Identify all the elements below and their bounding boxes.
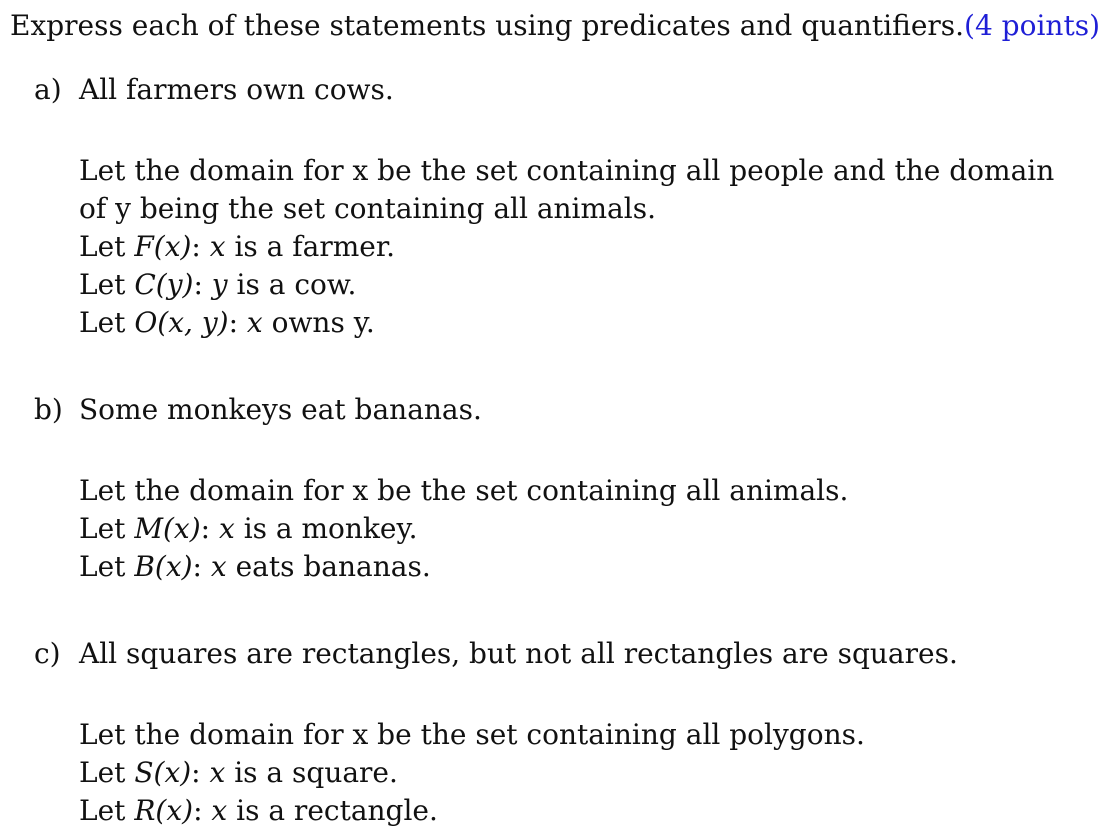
predicate-var: x [218, 512, 235, 545]
predicate-var: x [246, 306, 263, 339]
predicate-colon: : [193, 794, 203, 827]
predicate-desc: is a farmer. [234, 230, 396, 263]
predicate-desc: is a monkey. [243, 512, 418, 545]
predicate-symbol: M [134, 512, 163, 545]
part-b-label: b) [34, 393, 63, 426]
part-a-predicate-f [79, 229, 395, 265]
predicate-args: (x) [163, 512, 201, 545]
predicate-args: (y) [155, 268, 194, 301]
problem-prompt [10, 8, 1100, 44]
predicate-args: (x) [154, 550, 193, 583]
points-badge: (4 points) [964, 9, 1100, 42]
let-keyword: Let [79, 756, 126, 789]
predicate-colon: : [192, 550, 202, 583]
predicate-symbol: B [134, 550, 155, 583]
predicate-symbol: O [134, 306, 158, 339]
predicate-symbol: S [134, 756, 154, 789]
predicate-colon: : [193, 268, 203, 301]
let-keyword: Let [79, 512, 126, 545]
part-a-predicate-o [79, 305, 375, 341]
part-c-domain-line1: Let the domain for x be the set containing all polygons. [79, 718, 865, 751]
predicate-args: (x) [153, 230, 192, 263]
let-keyword: Let [79, 306, 126, 339]
let-keyword: Let [79, 230, 126, 263]
predicate-args: (x, y) [157, 306, 229, 339]
predicate-args: (x) [153, 756, 192, 789]
prompt-text: Express each of these statements using predicates and quantifiers. [10, 9, 965, 42]
part-a-predicate-c [79, 267, 356, 303]
let-keyword: Let [79, 268, 126, 301]
part-a-text: All farmers own cows. [79, 73, 394, 106]
part-a-statement [34, 72, 394, 108]
part-a-domain-line1: Let the domain for x be the set containing all people and the domain [79, 154, 1055, 187]
part-b-domain-line1: Let the domain for x be the set containing all animals. [79, 474, 849, 507]
predicate-args: (x) [155, 794, 194, 827]
part-c-text: All squares are rectangles, but not all rectangles are squares. [79, 637, 958, 670]
predicate-symbol: F [134, 230, 154, 263]
predicate-colon: : [200, 512, 211, 545]
predicate-desc: is a cow. [236, 268, 357, 301]
part-b-predicate-b [79, 549, 431, 585]
part-a-label: a) [34, 73, 62, 106]
let-keyword: Let [79, 550, 126, 583]
predicate-symbol: R [134, 794, 156, 827]
let-keyword: Let [79, 794, 126, 827]
predicate-var: x [211, 794, 228, 827]
predicate-symbol: C [134, 268, 156, 301]
predicate-colon: : [228, 306, 238, 339]
part-b-text: Some monkeys eat bananas. [79, 393, 482, 426]
part-c-label: c) [34, 637, 61, 670]
part-c-predicate-r [79, 793, 438, 829]
predicate-var: x [210, 550, 227, 583]
predicate-desc: eats bananas. [235, 550, 431, 583]
part-a-domain-line2: of y being the set containing all animals. [79, 192, 656, 225]
predicate-desc: owns y. [271, 306, 375, 339]
part-b-statement [34, 392, 482, 428]
part-c-predicate-s [79, 755, 398, 791]
part-c-statement [34, 636, 958, 672]
part-b-predicate-m [79, 511, 417, 547]
predicate-var: x [209, 230, 226, 263]
predicate-desc: is a rectangle. [236, 794, 438, 827]
predicate-var: y [211, 268, 228, 301]
predicate-colon: : [191, 756, 201, 789]
predicate-colon: : [191, 230, 201, 263]
predicate-var: x [209, 756, 226, 789]
predicate-desc: is a square. [234, 756, 398, 789]
